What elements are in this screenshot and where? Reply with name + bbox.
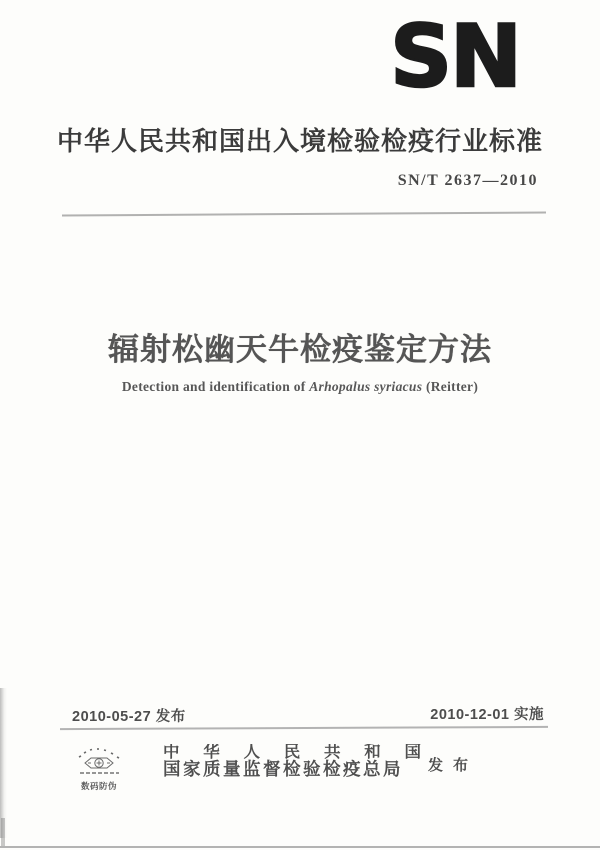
latin-species-name: Arhopalus syriacus bbox=[309, 379, 423, 394]
anti-counterfeit-stamp bbox=[70, 745, 128, 801]
stamp-label: 数码防伪 bbox=[80, 781, 117, 791]
anti-counterfeit-seal-icon bbox=[73, 745, 125, 779]
scan-edge-mark bbox=[1, 818, 5, 846]
standard-category-title: 中华人民共和国出入境检验检疫行业标准 bbox=[56, 126, 543, 156]
sn-logo: SN bbox=[390, 7, 520, 107]
issuer-line-agency: 国家质量监督检验检疫总局 bbox=[163, 759, 403, 779]
document-title-english bbox=[0, 379, 600, 395]
english-title-prefix: Detection and identification of bbox=[121, 379, 310, 394]
issuing-authority bbox=[163, 744, 421, 778]
document-title-chinese: 辐射松幽天牛检疫鉴定方法 bbox=[108, 332, 492, 367]
implementation-date: 2010-12-01 实施 bbox=[430, 707, 544, 723]
header-divider-line bbox=[62, 212, 546, 217]
issue-date: 2010-05-27 发布 bbox=[72, 709, 186, 725]
scan-edge-shadow bbox=[0, 688, 7, 838]
english-title-suffix: (Reitter) bbox=[422, 379, 479, 394]
footer-divider-line bbox=[60, 726, 548, 730]
standard-number: SN/T 2637—2010 bbox=[397, 172, 538, 189]
publish-label: 发布 bbox=[428, 757, 479, 774]
issuer-line-country: 中华人民共和国 bbox=[163, 744, 421, 761]
scan-bottom-edge bbox=[0, 846, 600, 848]
